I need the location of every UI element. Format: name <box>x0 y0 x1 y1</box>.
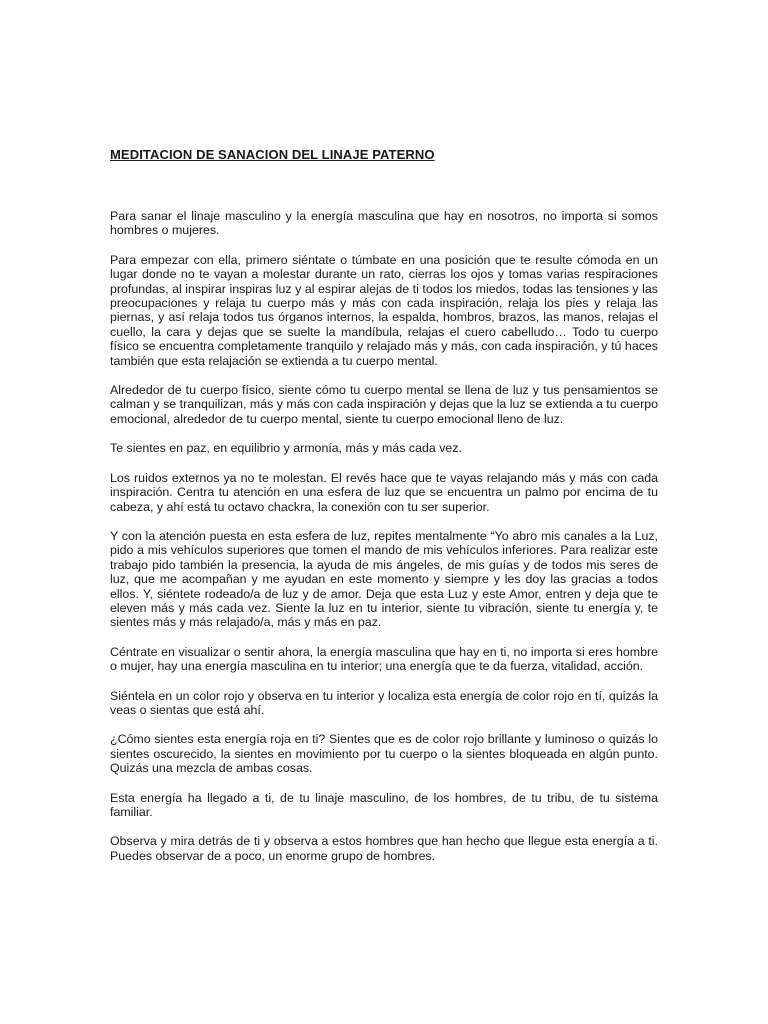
paragraph-red-color: Siéntela en un color rojo y observa en tu interior y localiza esta energía de color rojo en tí, quizás la veas o sientas que está ahí. <box>110 688 658 717</box>
paragraph-peace: Te sientes en paz, en equilibrio y armonía, más y más cada vez. <box>110 441 462 456</box>
paragraph-eighth-chakra: Los ruidos externos ya no te molestan. El revés hace que te vayas relajando más y más con cada inspiración. Centra tu atención en una esfera de luz que se encuentra un palmo por encima de tu cabeza, y ahí está tu octavo chackra, la conexión con tu ser superior. <box>110 470 658 514</box>
paragraph-mental-body: Alrededor de tu cuerpo físico, siente cómo tu cuerpo mental se llena de luz y tus pensamientos se calman y se tranquilizan, más y más con cada inspiración y dejas que la luz se extienda a tu cuerpo emocional, alrededor de tu cuerpo mental, siente tu cuerpo emocional lleno de luz. <box>110 383 658 426</box>
paragraph-intro: Para sanar el linaje masculino y la energía masculina que hay en nosotros, no importa si somos hombres o mujeres. <box>110 209 658 238</box>
paragraph-observe-men: Observa y mira detrás de ti y observa a estos hombres que han hecho que llegue esta energía a ti. Puedes observar de a poco, un enorme grupo de hombres. <box>110 834 658 863</box>
document-title: MEDITACION DE SANACION DEL LINAJE PATERNO <box>110 147 435 162</box>
paragraph-relaxation: Para empezar con ella, primero siéntate o túmbate en una posición que te resulte cómoda en un lugar donde no te vayan a molestar durante un rato, cierras los ojos y tomas varias respiraciones profundas, al inspirar inspiras luz y al espirar alejas de ti todos los miedos, todas las tensiones y las preocupaciones y relaja tu cuerpo más y más con cada inspiración, relaja los pies y relaja las piernas, y así relaja todos tus órganos internos, la espalda, hombros, brazos, las manos, relajas el cuello, la cara y dejas que se suelte la mandíbula, relajas el cuero cabelludo… Todo tu cuerpo físico se encuentra completamente tranquilo y relajado más y más, con cada inspiración, y tú haces también que esta relajación se extienda a tu cuerpo mental. <box>110 252 658 368</box>
paragraph-red-energy-question: ¿Cómo sientes esta energía roja en ti? Sientes que es de color rojo brillante y luminoso o quizás lo sientes oscurecido, la sientes en movimiento por tu cuerpo o la sientes bloqueada en algún punto. Quizás una mezcla de ambas cosas. <box>110 732 658 776</box>
paragraph-invocation: Y con la atención puesta en esta esfera de luz, repites mentalmente “Yo abro mis canales a la Luz, pido a mis vehículos superiores que tomen el mando de mis vehículos inferiores. Para realizar este trabajo pido también la presencia, la ayuda de mis ángeles, de mis guías y de todos mis seres de luz, que me acompañan y me ayudan en este momento y siempre y les doy las gracias a todos ellos. Y, siéntete rodeado/a de luz y de amor. Deja que esta Luz y este Amor, entren y deja que te eleven más y más cada vez. Siente la luz en tu interior, siente tu vibración, siente tu energía y, te sientes más y más relajado/a, más y más en paz. <box>110 528 658 630</box>
paragraph-lineage: Esta energía ha llegado a ti, de tu linaje masculino, de los hombres, de tu tribu, de tu sistema familiar. <box>110 790 658 819</box>
document-page <box>110 147 658 878</box>
paragraph-masculine-energy: Céntrate en visualizar o sentir ahora, la energía masculina que hay en ti, no importa si eres hombre o mujer, hay una energía masculina en tu interior; una energía que te da fuerza, vitalidad, acción. <box>110 644 658 674</box>
